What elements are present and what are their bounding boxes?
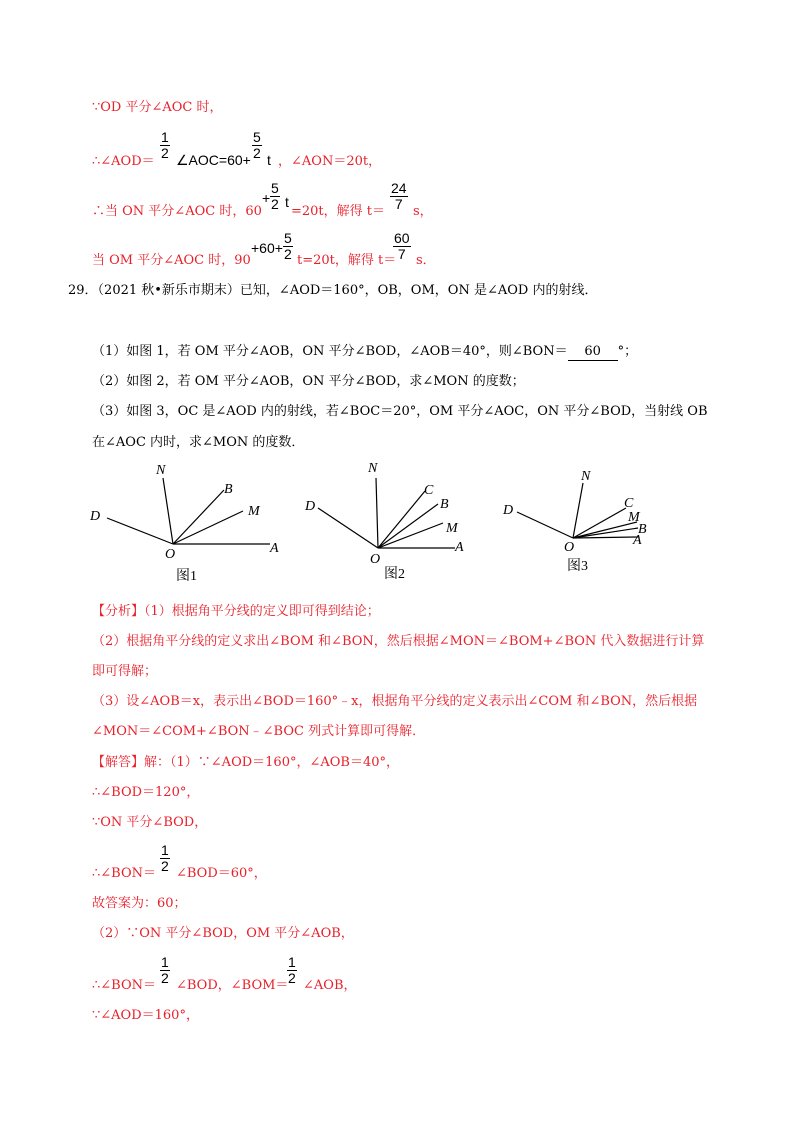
fraction: [287, 955, 297, 986]
fraction: [283, 231, 293, 262]
text-segment: 解：（1）∵∠AOD＝160°，∠AOB＝40°，: [144, 755, 399, 770]
denominator: 2: [161, 145, 169, 161]
analysis-line: 即可得解；: [92, 664, 158, 679]
label-B: B: [440, 497, 449, 512]
text-segment: ∠BOD，∠BOM＝: [176, 978, 289, 993]
label-A: A: [633, 533, 642, 548]
label-N: N: [368, 461, 378, 476]
fraction: [160, 843, 170, 874]
label-C: C: [624, 496, 634, 511]
text-segment: ∴∠BON＝: [92, 866, 156, 881]
text-segment: t=20t，解得 t＝: [297, 253, 397, 268]
analysis-line: 【分析】（1）根据角平分线的定义即可得到结论；: [92, 604, 380, 619]
analysis-line: （3）设∠AOB＝x，表示出∠BOD＝160°﹣x，根据角平分线的定义表示出∠COM 和∠BON，然后根据: [92, 694, 698, 709]
text-segment: ，∠AON＝20t，: [278, 154, 382, 169]
label-A: A: [455, 540, 464, 555]
fraction: [160, 130, 170, 161]
text-segment: +: [262, 190, 271, 206]
label-O: O: [165, 547, 176, 562]
label-A: A: [270, 541, 279, 556]
numerator: 60: [394, 230, 410, 246]
text-segment: 当 OM 平分∠AOC 时，90: [92, 253, 251, 268]
numerator: 5: [271, 180, 279, 196]
denominator: 7: [394, 196, 403, 212]
fraction: [252, 130, 262, 161]
numerator: 1: [161, 129, 169, 145]
numerator: 1: [161, 954, 169, 970]
figure-caption: 图1: [176, 569, 197, 584]
question-1: [92, 344, 637, 361]
solution-line: ∵∠AOD＝160°，: [92, 1008, 199, 1023]
label-C: C: [424, 483, 434, 498]
figure-2: [300, 458, 475, 590]
numerator: 5: [253, 129, 261, 145]
text-segment: s．: [416, 253, 436, 268]
label-O: O: [564, 540, 575, 555]
denominator: 2: [253, 145, 261, 161]
text-segment: t: [267, 152, 271, 168]
text-segment: +60+: [251, 240, 283, 256]
problem-header: 29．（2021 秋•新乐市期末）已知，∠AOD＝160°，OB，OM，ON 是∠AOD 内的射线．: [68, 283, 598, 298]
label-D: D: [305, 499, 316, 514]
text-segment: °；: [617, 344, 638, 359]
label-O: O: [370, 552, 381, 567]
solution-heading: 【解答】: [92, 755, 145, 770]
solution-line: [92, 755, 399, 771]
fraction: [270, 181, 280, 212]
solution-line: （2）∵ON 平分∠BOD，OM 平分∠AOB，: [92, 926, 354, 941]
denominator: 2: [161, 970, 169, 986]
figure-caption: 图2: [384, 567, 405, 582]
label-M: M: [628, 510, 640, 525]
numerator: 5: [284, 230, 292, 246]
label-N: N: [156, 463, 166, 478]
figure-1: [80, 458, 290, 590]
fraction: [160, 955, 170, 986]
solution-line: ∵OD 平分∠AOC 时，: [92, 100, 223, 115]
numerator: 1: [161, 842, 169, 858]
text-segment: ∠AOB，: [303, 978, 357, 993]
numerator: 24: [391, 180, 407, 196]
text-segment: t: [285, 194, 289, 210]
text-segment: ∴当 ON 平分∠AOC 时，60: [92, 204, 262, 219]
label-M: M: [248, 504, 260, 519]
label-B: B: [638, 522, 647, 537]
figure-3: [495, 458, 670, 590]
denominator: 2: [161, 858, 169, 874]
solution-line: ∴∠BOD＝120°，: [92, 785, 200, 800]
fraction: [393, 231, 411, 262]
label-N: N: [581, 469, 591, 484]
denominator: 7: [397, 246, 406, 262]
solution-line: 故答案为：60；: [92, 896, 187, 911]
question-2: （2）如图 2，若 OM 平分∠AOB，ON 平分∠BOD，求∠MON 的度数；: [92, 374, 525, 389]
figure-caption: 图3: [567, 559, 588, 574]
question-3-cont: 在∠AOC 内时，求∠MON 的度数．: [92, 435, 305, 450]
text-segment: ∠BOD＝60°，: [176, 866, 267, 881]
question-3: （3）如图 3，OC 是∠AOD 内的射线，若∠BOC＝20°，OM 平分∠AOC，ON 平分∠BOD，当射线 OB: [92, 404, 708, 419]
label-D: D: [503, 503, 514, 518]
label-B: B: [224, 482, 233, 497]
text-segment: ∠AOC=60+: [176, 152, 251, 168]
denominator: 2: [288, 970, 296, 986]
analysis-line: （2）根据角平分线的定义求出∠BOM 和∠BON，然后根据∠MON＝∠BOM+∠BON 代入数据进行计算: [92, 634, 705, 649]
text-segment: ∴∠BON＝: [92, 978, 156, 993]
denominator: 2: [284, 246, 292, 262]
text-segment: =20t，解得 t＝: [291, 204, 386, 219]
label-D: D: [90, 509, 101, 524]
text-segment: s，: [413, 204, 433, 219]
label-M: M: [446, 521, 458, 536]
analysis-line: ∠MON＝∠COM+∠BON﹣∠BOC 列式计算即可得解．: [92, 724, 426, 739]
answer-blank: 60: [568, 344, 618, 361]
text-segment: （1）如图 1，若 OM 平分∠AOB，ON 平分∠BOD，∠AOB＝40°，则∠BON＝: [92, 344, 568, 359]
fraction: [390, 181, 408, 212]
text-segment: ∴∠AOD＝: [92, 154, 155, 169]
numerator: 1: [288, 954, 296, 970]
denominator: 2: [271, 196, 279, 212]
solution-line: ∵ON 平分∠BOD，: [92, 815, 208, 830]
solution-line: [92, 154, 155, 170]
